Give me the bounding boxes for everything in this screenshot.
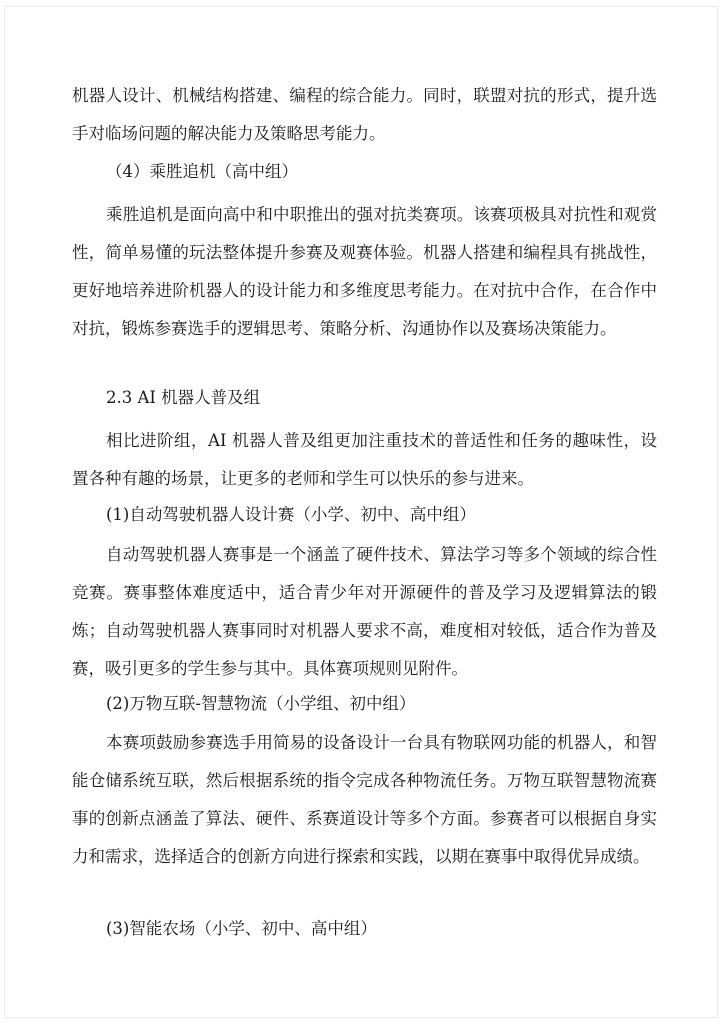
paragraph-intro-continuation: 机器人设计、机械结构搭建、编程的综合能力。同时，联盟对抗的形式，提升选手对临场问题的解决能力及策略思考能力。 bbox=[72, 86, 657, 143]
heading-smart-farm: (3)智能农场（小学、初中、高中组） bbox=[106, 919, 377, 938]
heading-smart-logistics: (2)万物互联-智慧物流（小学组、初中组） bbox=[106, 694, 416, 713]
paragraph-smart-logistics: 本赛项鼓励参赛选手用简易的设备设计一台具有物联网功能的机器人，和智能仓储系统互联，然后根据系统的指令完成各种物流任务。万物互联智慧物流赛事的创新点涵盖了算法、硬件、系赛道设计等多个方面。参赛者可以根据自身实力和需求，选择适合的创新方向进行探索和实践，以期在赛事中取得优异成绩。 bbox=[72, 733, 657, 866]
paragraph-chengsheng-zhuiji: 乘胜追机是面向高中和中职推出的强对抗类赛项。该赛项极具对抗性和观赏性，简单易懂的玩法整体提升参赛及观赛体验。机器人搭建和编程具有挑战性，更好地培养进阶机器人的设计能力和多维度思考能力。在对抗中合作，在合作中对抗，锻炼参赛选手的逻辑思考、策略分析、沟通协作以及赛场决策能力。 bbox=[72, 205, 657, 338]
paragraph-ai-robot-intro: 相比进阶组，AI 机器人普及组更加注重技术的普适性和任务的趣味性，设置各种有趣的场景，让更多的老师和学生可以快乐的参与进来。 bbox=[72, 431, 657, 488]
heading-chengsheng-zhuiji: （4）乘胜追机（高中组） bbox=[106, 162, 298, 181]
paragraph-autonomous-driving: 自动驾驶机器人赛事是一个涵盖了硬件技术、算法学习等多个领域的综合性竞赛。赛事整体难度适中，适合青少年对开源硬件的普及学习及逻辑算法的锻炼；自动驾驶机器人赛事同时对机器人要求不高，难度相对较低，适合作为普及赛，吸引更多的学生参与其中。具体赛项规则见附件。 bbox=[72, 545, 657, 678]
heading-section-2-3: 2.3 AI 机器人普及组 bbox=[106, 388, 261, 407]
heading-autonomous-driving: (1)自动驾驶机器人设计赛（小学、初中、高中组） bbox=[106, 505, 476, 524]
